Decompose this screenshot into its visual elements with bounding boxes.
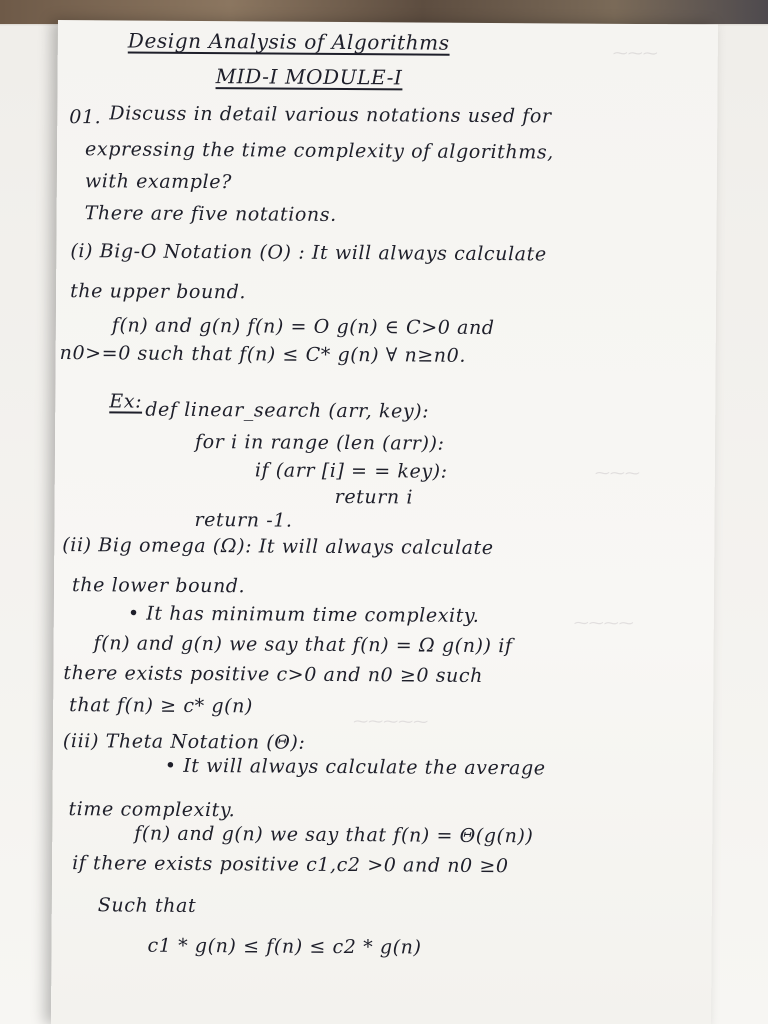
code-line: for i in range (len (arr)): bbox=[194, 430, 445, 455]
big-omega-line: there exists positive c>0 and n0 ≥0 such bbox=[63, 662, 484, 687]
big-omega-line: the lower bound. bbox=[71, 574, 246, 598]
question-line: Discuss in detail various notations used for bbox=[109, 102, 552, 128]
theta-line: if there exists positive c1,c2 >0 and n0 ≥0 bbox=[72, 852, 509, 878]
code-line: if (arr [i] = = key): bbox=[254, 459, 448, 483]
question-number: 01. bbox=[69, 106, 102, 129]
big-omega-line: • It has minimum time complexity. bbox=[127, 602, 480, 627]
module-heading: MID-I MODULE-I bbox=[215, 64, 403, 90]
theta-line: f(n) and g(n) we say that f(n) = Θ(g(n)) bbox=[134, 822, 534, 848]
big-o-line: the upper bound. bbox=[70, 280, 247, 304]
bleed-through-mark: ⁓⁓⁓⁓⁓ bbox=[353, 712, 429, 731]
big-o-heading: (i) Big-O Notation (O) : It will always calculate bbox=[70, 240, 547, 266]
theta-line: time complexity. bbox=[68, 798, 236, 822]
question-line: expressing the time complexity of algorithms, bbox=[85, 138, 554, 164]
code-line: def linear_search (arr, key): bbox=[145, 398, 430, 423]
code-line: return -1. bbox=[194, 508, 293, 532]
big-o-line: f(n) and g(n) f(n) = O g(n) ∈ C>0 and bbox=[111, 314, 495, 340]
big-omega-heading: (ii) Big omega (Ω): It will always calculate bbox=[62, 534, 494, 560]
theta-line: • It will always calculate the average bbox=[164, 754, 546, 780]
bleed-through-mark: ⁓⁓⁓ bbox=[612, 43, 658, 63]
page-title: Design Analysis of Algorithms bbox=[127, 28, 450, 55]
theta-heading: (iii) Theta Notation (Θ): bbox=[62, 730, 306, 754]
big-omega-line: that f(n) ≥ c* g(n) bbox=[69, 694, 254, 718]
notebook-page bbox=[51, 20, 718, 1024]
bleed-through-mark: ⁓⁓⁓⁓ bbox=[573, 613, 634, 633]
theta-line: Such that bbox=[97, 894, 197, 917]
big-o-line: n0>=0 such that f(n) ≤ C* g(n) ∀ n≥n0. bbox=[59, 342, 467, 367]
bleed-through-mark: ⁓⁓⁓ bbox=[594, 463, 640, 483]
theta-line: c1 * g(n) ≤ f(n) ≤ c2 * g(n) bbox=[147, 934, 422, 959]
example-label: Ex: bbox=[109, 390, 143, 413]
question-line: with example? bbox=[84, 170, 232, 194]
answer-intro: There are five notations. bbox=[84, 202, 337, 226]
code-line: return i bbox=[334, 485, 414, 509]
big-omega-line: f(n) and g(n) we say that f(n) = Ω g(n)) if bbox=[93, 632, 513, 658]
